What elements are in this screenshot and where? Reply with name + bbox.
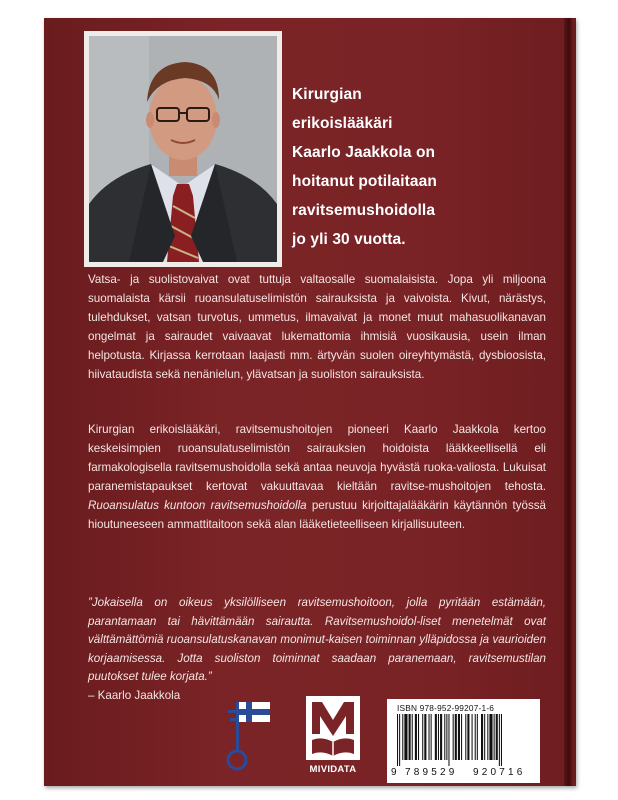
finnish-key-flag-icon bbox=[224, 700, 272, 772]
barcode-bar bbox=[409, 714, 411, 760]
barcode-digits-right: 920716 bbox=[473, 767, 526, 778]
book-back-cover bbox=[44, 18, 576, 786]
author-quote bbox=[88, 594, 546, 705]
author-portrait-image bbox=[89, 36, 277, 262]
mividata-book-logo bbox=[302, 694, 364, 764]
spine-shadow bbox=[564, 18, 572, 786]
headline-line: jo yli 30 vuotta. bbox=[292, 231, 406, 248]
barcode-bar bbox=[465, 714, 466, 760]
barcode-bar bbox=[496, 714, 498, 760]
barcode-bar bbox=[477, 714, 478, 760]
author-photo bbox=[84, 31, 282, 267]
barcode-bar bbox=[448, 714, 449, 766]
publisher-logo bbox=[302, 694, 364, 778]
barcode-bar bbox=[494, 714, 495, 760]
barcode-bar bbox=[458, 714, 460, 760]
headline bbox=[292, 80, 492, 254]
paragraph-2-text-start: Kirurgian erikoislääkäri, ravitsemushoitojen pioneeri Kaarlo Jaakkola kertoo keskeisimpien ruoansulatuselimistön sairauksien hoidoista lääkkeellisellä eli farmakologisella ravitsemushoidolla sekä antaa neuvoja hyvästä ruoka-valiosta. Lukuisat paranemistapaukset kertovat vakuuttavaa kieltään ravitse-mushoitojen tehosta. bbox=[88, 423, 546, 493]
headline-line: erikoislääkäri bbox=[292, 115, 393, 132]
barcode-bar bbox=[484, 714, 485, 760]
barcode-bar bbox=[455, 714, 457, 760]
isbn-barcode bbox=[387, 699, 540, 783]
barcode-bar bbox=[422, 714, 423, 760]
barcode-bar bbox=[444, 714, 445, 760]
barcode-bar bbox=[429, 714, 430, 760]
barcode-digits-left: 789529 bbox=[405, 767, 458, 778]
barcode-bar bbox=[418, 714, 419, 760]
barcode-bar bbox=[472, 714, 473, 760]
barcode-bar bbox=[397, 714, 398, 766]
headline-line: Kirurgian bbox=[292, 86, 362, 103]
headline-line: Kaarlo Jaakkola on bbox=[292, 144, 436, 161]
barcode-bar bbox=[467, 714, 469, 760]
description-paragraph-1: Vatsa- ja suolistovaivat ovat tuttuja valtaosalle suomalaisista. Jopa yli miljoona suomalaista kärsii ruoansulatuselimistön sairauksista ja vaivoista. Kivut, närästys, tulehdukset, vatsan turvotus, ummetus, ilmavaivat ja monet muut mahasuolikanavan ongelmat ja sairaudet vaivaavat lukemattomia ihmisiä vuosikausia, usein ilman helpotusta. Kirjassa kerrotaan laajasti mm. ärtyvän suolen oireyhtymästä, dysbioosista, hiivataudista sekä nenänielun, ylävatsan ja suoliston sairauksista. bbox=[88, 273, 546, 381]
barcode-bar bbox=[438, 714, 439, 760]
barcode-bar bbox=[499, 714, 500, 766]
spine-edge bbox=[572, 22, 576, 782]
barcode-bar bbox=[399, 714, 400, 766]
headline-line: hoitanut potilaitaan bbox=[292, 173, 437, 190]
headline-line: ravitsemushoidolla bbox=[292, 202, 436, 219]
barcode-bar bbox=[489, 714, 492, 760]
barcode-bar bbox=[412, 714, 413, 760]
barcode-bar bbox=[402, 714, 403, 760]
barcode-bar bbox=[481, 714, 483, 760]
barcode-bar bbox=[475, 714, 476, 760]
barcode-digit-first: 9 bbox=[391, 767, 397, 778]
barcode-bar bbox=[461, 714, 462, 760]
publisher-name: MIVIDATA bbox=[309, 764, 357, 775]
barcode-bars bbox=[395, 714, 533, 766]
paragraph-2-text-end: perustuu kirjoittajalääkärin käytännön työssä hioutuneeseen ammattitaitoon sekä alan lääketieteelliseen kirjallisuuteen. bbox=[88, 499, 546, 531]
quote-author: – Kaarlo Jaakkola bbox=[88, 688, 181, 702]
barcode-bar bbox=[440, 714, 442, 760]
quote-text: ”Jokaisella on oikeus yksilölliseen ravitsemushoitoon, jolla pyritään estämään, parantamaan tai hävittämään sairautta. Ravitsemushoidol-liset menetelmät ovat välttämättömiä ruoansulatuskanavan monimut-kaisen toiminnan ylläpidossa ja vaurioiden korjaamisessa. Jotta suoliston toiminnat saadaan paranemaan, ravitsemustilan puutokset tulee korjata.” bbox=[88, 596, 546, 683]
barcode-bar bbox=[404, 714, 407, 760]
barcode-bar bbox=[415, 714, 417, 760]
description-paragraph-2 bbox=[88, 420, 546, 534]
barcode-bar bbox=[453, 714, 454, 760]
book-title-italic: Ruoansulatus kuntoon ravitsemushoidolla bbox=[88, 499, 307, 512]
barcode-bar bbox=[424, 714, 426, 760]
barcode-bar bbox=[431, 714, 432, 760]
barcode-bar bbox=[446, 714, 447, 760]
barcode-bar bbox=[501, 714, 502, 766]
barcode-bar bbox=[435, 714, 437, 760]
isbn-label: ISBN 978-952-99207-1-6 bbox=[397, 703, 495, 713]
barcode-bar bbox=[487, 714, 488, 760]
